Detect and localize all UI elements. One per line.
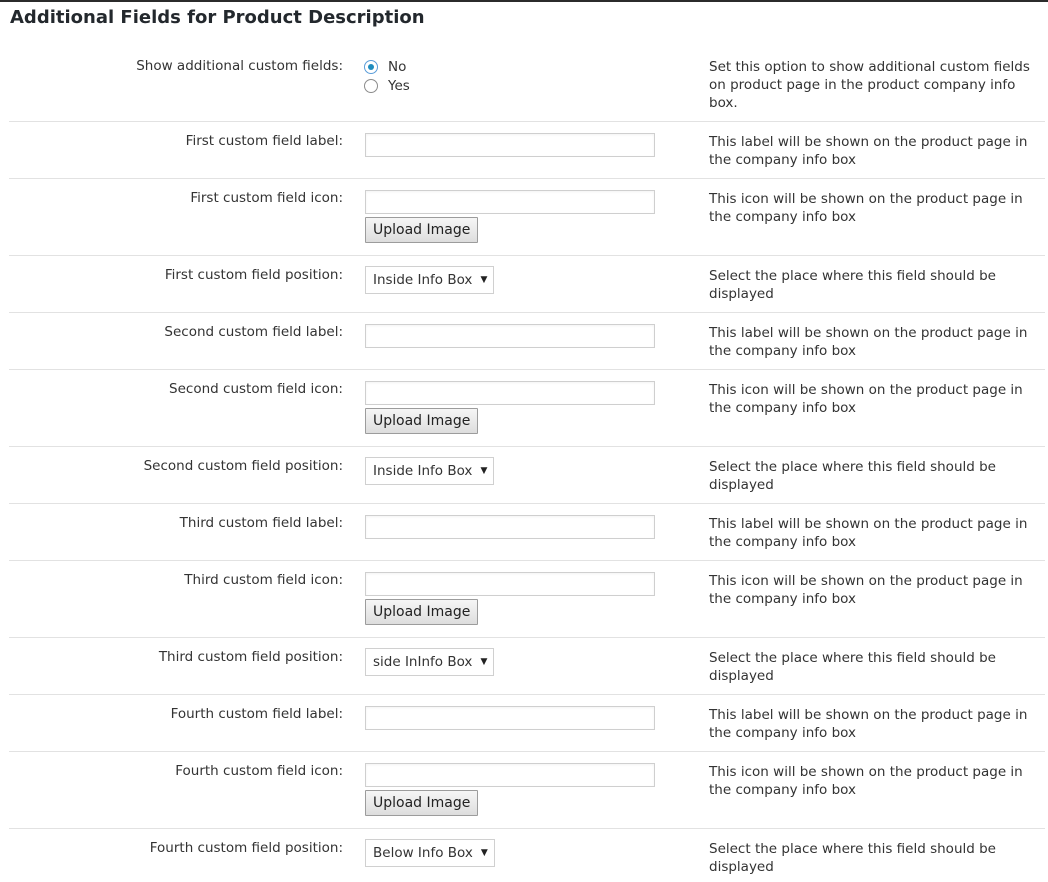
third-icon-help: This icon will be shown on the product page in the company info box bbox=[709, 573, 1023, 607]
radio-option-no[interactable] bbox=[364, 57, 410, 76]
caret-down-icon: ▼ bbox=[480, 848, 488, 858]
third-icon-row bbox=[9, 561, 1045, 638]
first-label-label: First custom field label: bbox=[185, 133, 343, 149]
first-icon-row bbox=[9, 179, 1045, 256]
radio-unchecked-icon[interactable] bbox=[364, 79, 378, 93]
third-label-label: Third custom field label: bbox=[179, 515, 343, 531]
third-position-label: Third custom field position: bbox=[158, 649, 343, 665]
second-icon-help: This icon will be shown on the product page in the company info box bbox=[709, 382, 1023, 416]
fourth-position-value: Below Info Box bbox=[373, 845, 473, 861]
fourth-icon-help: This icon will be shown on the product page in the company info box bbox=[709, 764, 1023, 798]
first-position-select[interactable] bbox=[365, 266, 494, 294]
fourth-label-input[interactable] bbox=[365, 706, 655, 730]
first-position-label: First custom field position: bbox=[164, 267, 343, 283]
first-icon-input[interactable] bbox=[365, 190, 655, 214]
fourth-label-help: This label will be shown on the product page in the company info box bbox=[709, 707, 1028, 741]
second-icon-row bbox=[9, 370, 1045, 447]
second-position-row bbox=[9, 447, 1045, 504]
caret-down-icon: ▼ bbox=[480, 657, 488, 667]
first-icon-help: This icon will be shown on the product page in the company info box bbox=[709, 191, 1023, 225]
caret-down-icon: ▼ bbox=[480, 275, 488, 285]
fourth-icon-label: Fourth custom field icon: bbox=[175, 763, 343, 779]
second-label-row bbox=[9, 313, 1045, 370]
first-position-row bbox=[9, 256, 1045, 313]
first-label-input[interactable] bbox=[365, 133, 655, 157]
fourth-position-label: Fourth custom field position: bbox=[149, 840, 343, 856]
second-position-help: Select the place where this field should be displayed bbox=[709, 459, 996, 493]
show-fields-radio-group bbox=[364, 57, 410, 95]
caret-down-icon: ▼ bbox=[480, 466, 488, 476]
second-icon-label: Second custom field icon: bbox=[169, 381, 343, 397]
second-position-select[interactable] bbox=[365, 457, 494, 485]
third-position-select[interactable] bbox=[365, 648, 494, 676]
fourth-label-label: Fourth custom field label: bbox=[170, 706, 343, 722]
first-position-value: Inside Info Box bbox=[373, 272, 473, 288]
fourth-icon-input[interactable] bbox=[365, 763, 655, 787]
fourth-position-help: Select the place where this field should be displayed bbox=[709, 841, 996, 875]
fourth-label-row bbox=[9, 695, 1045, 752]
third-label-help: This label will be shown on the product page in the company info box bbox=[709, 516, 1028, 550]
radio-checked-icon[interactable] bbox=[364, 60, 378, 74]
first-label-row bbox=[9, 122, 1045, 179]
third-position-help: Select the place where this field should be displayed bbox=[709, 650, 996, 684]
section-title: Additional Fields for Product Description bbox=[10, 7, 425, 28]
radio-option-yes[interactable] bbox=[364, 76, 410, 95]
radio-label-no: No bbox=[388, 58, 407, 75]
third-label-row bbox=[9, 504, 1045, 561]
first-icon-label: First custom field icon: bbox=[190, 190, 343, 206]
second-label-help: This label will be shown on the product page in the company info box bbox=[709, 325, 1028, 359]
show-fields-label: Show additional custom fields: bbox=[136, 58, 343, 74]
first-upload-image-button[interactable]: Upload Image bbox=[365, 217, 478, 243]
first-position-help: Select the place where this field should be displayed bbox=[709, 268, 996, 302]
second-label-input[interactable] bbox=[365, 324, 655, 348]
third-label-input[interactable] bbox=[365, 515, 655, 539]
second-position-label: Second custom field position: bbox=[143, 458, 343, 474]
second-label-label: Second custom field label: bbox=[164, 324, 343, 340]
show-fields-row bbox=[9, 47, 1045, 122]
third-position-row bbox=[9, 638, 1045, 695]
third-icon-input[interactable] bbox=[365, 572, 655, 596]
first-label-help: This label will be shown on the product page in the company info box bbox=[709, 134, 1028, 168]
second-upload-image-button[interactable]: Upload Image bbox=[365, 408, 478, 434]
fourth-position-row bbox=[9, 829, 1045, 882]
second-position-value: Inside Info Box bbox=[373, 463, 473, 479]
fourth-position-select[interactable] bbox=[365, 839, 495, 867]
third-upload-image-button[interactable]: Upload Image bbox=[365, 599, 478, 625]
show-fields-help: Set this option to show additional custom fields on product page in the product company info box. bbox=[709, 59, 1030, 111]
third-icon-label: Third custom field icon: bbox=[184, 572, 343, 588]
second-icon-input[interactable] bbox=[365, 381, 655, 405]
fourth-upload-image-button[interactable]: Upload Image bbox=[365, 790, 478, 816]
radio-label-yes: Yes bbox=[388, 77, 410, 94]
third-position-value: side InInfo Box bbox=[373, 654, 473, 670]
fourth-icon-row bbox=[9, 752, 1045, 829]
